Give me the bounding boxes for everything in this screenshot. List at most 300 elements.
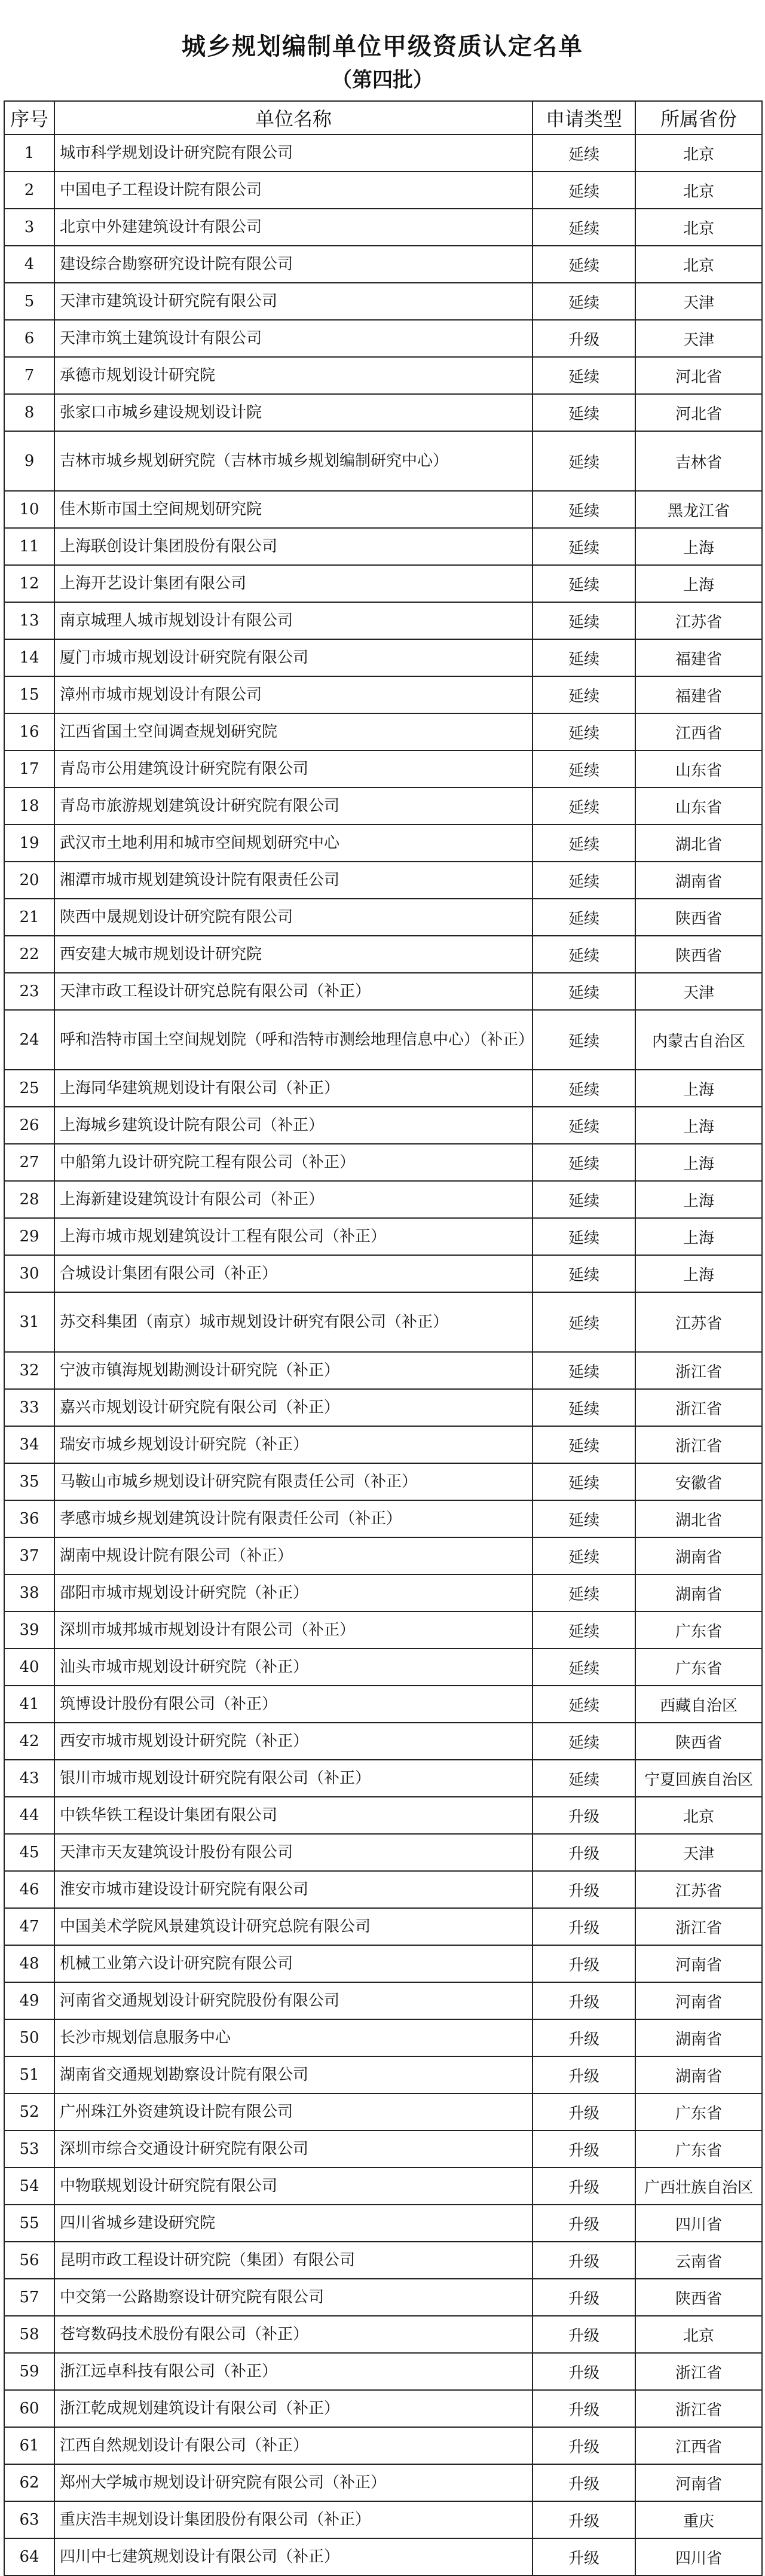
cell-province: 湖北省	[635, 825, 762, 862]
cell-serial-number: 35	[4, 1463, 54, 1500]
cell-application-type: 升级	[533, 1834, 635, 1871]
cell-unit-name: 中国美术学院风景建筑设计研究总院有限公司	[54, 1908, 533, 1945]
cell-province: 陕西省	[635, 936, 762, 973]
cell-unit-name: 浙江乾成规划建筑设计有限公司（补正）	[54, 2390, 533, 2427]
cell-unit-name: 张家口市城乡建设规划设计院	[54, 394, 533, 431]
cell-province: 上海	[635, 528, 762, 565]
table-row	[4, 1218, 762, 1255]
cell-serial-number: 41	[4, 1686, 54, 1723]
cell-unit-name: 上海开艺设计集团有限公司	[54, 565, 533, 602]
cell-serial-number: 29	[4, 1218, 54, 1255]
cell-province: 湖南省	[635, 1537, 762, 1574]
cell-application-type: 延续	[533, 1649, 635, 1686]
table-row	[4, 565, 762, 602]
cell-province: 北京	[635, 246, 762, 283]
cell-serial-number: 56	[4, 2242, 54, 2279]
cell-province: 浙江省	[635, 1908, 762, 1945]
table-row	[4, 1144, 762, 1181]
cell-unit-name: 中船第九设计研究院工程有限公司（补正）	[54, 1144, 533, 1181]
cell-application-type: 延续	[533, 528, 635, 565]
cell-application-type: 升级	[533, 2390, 635, 2427]
cell-province: 江苏省	[635, 602, 762, 639]
cell-province: 湖南省	[635, 1574, 762, 1611]
table-row	[4, 1181, 762, 1218]
table-row	[4, 1255, 762, 1292]
cell-serial-number: 43	[4, 1760, 54, 1797]
cell-serial-number: 38	[4, 1574, 54, 1611]
table-row	[4, 1292, 762, 1352]
table-row	[4, 2538, 762, 2575]
cell-application-type: 延续	[533, 936, 635, 973]
cell-province: 安徽省	[635, 1463, 762, 1500]
cell-application-type: 延续	[533, 1611, 635, 1649]
cell-serial-number: 3	[4, 209, 54, 246]
cell-province: 广东省	[635, 1649, 762, 1686]
cell-unit-name: 天津市建筑设计研究院有限公司	[54, 283, 533, 320]
cell-application-type: 升级	[533, 2205, 635, 2242]
cell-serial-number: 54	[4, 2168, 54, 2205]
cell-serial-number: 17	[4, 750, 54, 788]
cell-application-type: 升级	[533, 2427, 635, 2464]
cell-serial-number: 48	[4, 1945, 54, 1982]
cell-province: 重庆	[635, 2501, 762, 2538]
cell-application-type: 延续	[533, 1426, 635, 1463]
table-row	[4, 1500, 762, 1537]
cell-unit-name: 嘉兴市规划设计研究院有限公司（补正）	[54, 1389, 533, 1426]
cell-application-type: 延续	[533, 825, 635, 862]
cell-serial-number: 21	[4, 899, 54, 936]
cell-application-type: 延续	[533, 1181, 635, 1218]
cell-serial-number: 10	[4, 491, 54, 528]
cell-unit-name: 江西自然规划设计有限公司（补正）	[54, 2427, 533, 2464]
cell-unit-name: 广州珠江外资建筑设计院有限公司	[54, 2093, 533, 2131]
cell-application-type: 升级	[533, 2019, 635, 2056]
cell-unit-name: 瑞安市城乡规划设计研究院（补正）	[54, 1426, 533, 1463]
cell-application-type: 升级	[533, 2353, 635, 2390]
cell-serial-number: 58	[4, 2316, 54, 2353]
cell-unit-name: 西安市城市规划设计研究院（补正）	[54, 1723, 533, 1760]
table-row	[4, 1611, 762, 1649]
cell-application-type: 延续	[533, 246, 635, 283]
cell-unit-name: 苍穹数码技术股份有限公司（补正）	[54, 2316, 533, 2353]
cell-application-type: 延续	[533, 209, 635, 246]
cell-application-type: 延续	[533, 862, 635, 899]
cell-application-type: 延续	[533, 1010, 635, 1070]
cell-serial-number: 14	[4, 639, 54, 676]
cell-application-type: 延续	[533, 491, 635, 528]
cell-province: 广东省	[635, 2131, 762, 2168]
cell-province: 河南省	[635, 2464, 762, 2501]
cell-province: 陕西省	[635, 1723, 762, 1760]
cell-unit-name: 青岛市旅游规划建筑设计研究院有限公司	[54, 788, 533, 825]
cell-application-type: 延续	[533, 1292, 635, 1352]
cell-application-type: 延续	[533, 899, 635, 936]
cell-unit-name: 漳州市城市规划设计有限公司	[54, 676, 533, 713]
table-row	[4, 1010, 762, 1070]
table-row	[4, 2279, 762, 2316]
cell-serial-number: 25	[4, 1070, 54, 1107]
table-row	[4, 357, 762, 394]
cell-serial-number: 11	[4, 528, 54, 565]
cell-province: 北京	[635, 135, 762, 172]
cell-serial-number: 60	[4, 2390, 54, 2427]
table-row	[4, 1945, 762, 1982]
cell-application-type: 升级	[533, 2279, 635, 2316]
table-row	[4, 1389, 762, 1426]
table-row	[4, 394, 762, 431]
header-serial-number: 序号	[4, 101, 54, 135]
cell-application-type: 延续	[533, 565, 635, 602]
table-row	[4, 2427, 762, 2464]
table-row	[4, 750, 762, 788]
cell-application-type: 延续	[533, 1255, 635, 1292]
cell-unit-name: 上海城乡建筑设计院有限公司（补正）	[54, 1107, 533, 1144]
cell-application-type: 延续	[533, 1389, 635, 1426]
cell-serial-number: 64	[4, 2538, 54, 2575]
cell-application-type: 升级	[533, 1945, 635, 1982]
table-body	[4, 135, 762, 2575]
table-row	[4, 1107, 762, 1144]
cell-unit-name: 武汉市土地利用和城市空间规划研究中心	[54, 825, 533, 862]
cell-serial-number: 8	[4, 394, 54, 431]
table-row	[4, 899, 762, 936]
cell-unit-name: 深圳市城邦城市规划设计有限公司（补正）	[54, 1611, 533, 1649]
cell-unit-name: 重庆浩丰规划设计集团股份有限公司（补正）	[54, 2501, 533, 2538]
cell-province: 江苏省	[635, 1871, 762, 1908]
cell-province: 江苏省	[635, 1292, 762, 1352]
cell-serial-number: 31	[4, 1292, 54, 1352]
cell-unit-name: 四川省城乡建设研究院	[54, 2205, 533, 2242]
cell-province: 江西省	[635, 713, 762, 750]
table-row	[4, 713, 762, 750]
cell-serial-number: 5	[4, 283, 54, 320]
cell-province: 山东省	[635, 788, 762, 825]
cell-serial-number: 6	[4, 320, 54, 357]
cell-serial-number: 15	[4, 676, 54, 713]
cell-province: 河北省	[635, 394, 762, 431]
table-row	[4, 1426, 762, 1463]
cell-serial-number: 9	[4, 431, 54, 491]
cell-unit-name: 银川市城市规划设计研究院有限公司（补正）	[54, 1760, 533, 1797]
cell-serial-number: 57	[4, 2279, 54, 2316]
cell-unit-name: 天津市天友建筑设计股份有限公司	[54, 1834, 533, 1871]
table-row	[4, 1797, 762, 1834]
cell-province: 北京	[635, 2316, 762, 2353]
cell-serial-number: 19	[4, 825, 54, 862]
document-title: 城乡规划编制单位甲级资质认定名单	[182, 32, 583, 60]
cell-province: 湖南省	[635, 862, 762, 899]
cell-unit-name: 四川中七建筑规划设计有限公司（补正）	[54, 2538, 533, 2575]
table-row	[4, 431, 762, 491]
table-row	[4, 2390, 762, 2427]
table-row	[4, 2019, 762, 2056]
cell-unit-name: 孝感市城乡规划建筑设计院有限责任公司（补正）	[54, 1500, 533, 1537]
cell-unit-name: 深圳市综合交通设计研究院有限公司	[54, 2131, 533, 2168]
cell-serial-number: 42	[4, 1723, 54, 1760]
cell-serial-number: 13	[4, 602, 54, 639]
cell-serial-number: 18	[4, 788, 54, 825]
cell-application-type: 延续	[533, 676, 635, 713]
table-row	[4, 973, 762, 1010]
table-row	[4, 172, 762, 209]
cell-province: 河北省	[635, 357, 762, 394]
table-row	[4, 1574, 762, 1611]
cell-province: 湖南省	[635, 2056, 762, 2093]
cell-province: 福建省	[635, 639, 762, 676]
table-row	[4, 246, 762, 283]
cell-province: 四川省	[635, 2205, 762, 2242]
cell-serial-number: 46	[4, 1871, 54, 1908]
cell-unit-name: 西安建大城市规划设计研究院	[54, 936, 533, 973]
table-row	[4, 2131, 762, 2168]
cell-unit-name: 昆明市政工程设计研究院（集团）有限公司	[54, 2242, 533, 2279]
cell-application-type: 延续	[533, 973, 635, 1010]
table-row	[4, 135, 762, 172]
table-row	[4, 1686, 762, 1723]
cell-serial-number: 59	[4, 2353, 54, 2390]
cell-province: 浙江省	[635, 1426, 762, 1463]
cell-serial-number: 12	[4, 565, 54, 602]
table-row	[4, 1834, 762, 1871]
cell-province: 上海	[635, 1255, 762, 1292]
cell-unit-name: 长沙市规划信息服务中心	[54, 2019, 533, 2056]
cell-province: 福建省	[635, 676, 762, 713]
table-row	[4, 1760, 762, 1797]
cell-application-type: 延续	[533, 1070, 635, 1107]
cell-province: 天津	[635, 973, 762, 1010]
cell-serial-number: 33	[4, 1389, 54, 1426]
cell-province: 黑龙江省	[635, 491, 762, 528]
cell-province: 浙江省	[635, 1352, 762, 1389]
cell-unit-name: 湘潭市城市规划建筑设计院有限责任公司	[54, 862, 533, 899]
cell-application-type: 升级	[533, 2131, 635, 2168]
cell-serial-number: 28	[4, 1181, 54, 1218]
cell-unit-name: 上海市城市规划建筑设计工程有限公司（补正）	[54, 1218, 533, 1255]
cell-application-type: 延续	[533, 135, 635, 172]
cell-province: 陕西省	[635, 2279, 762, 2316]
cell-application-type: 延续	[533, 431, 635, 491]
cell-unit-name: 承德市规划设计研究院	[54, 357, 533, 394]
cell-unit-name: 筑博设计股份有限公司（补正）	[54, 1686, 533, 1723]
cell-unit-name: 上海同华建筑规划设计有限公司（补正）	[54, 1070, 533, 1107]
cell-unit-name: 青岛市公用建筑设计研究院有限公司	[54, 750, 533, 788]
cell-application-type: 升级	[533, 2464, 635, 2501]
table-row	[4, 788, 762, 825]
cell-application-type: 升级	[533, 2093, 635, 2131]
cell-unit-name: 上海新建设建筑设计有限公司（补正）	[54, 1181, 533, 1218]
cell-unit-name: 河南省交通规划设计研究院股份有限公司	[54, 1982, 533, 2019]
cell-serial-number: 39	[4, 1611, 54, 1649]
table-row	[4, 639, 762, 676]
table-row	[4, 602, 762, 639]
cell-application-type: 延续	[533, 1500, 635, 1537]
cell-unit-name: 陕西中晟规划设计研究院有限公司	[54, 899, 533, 936]
cell-application-type: 延续	[533, 1463, 635, 1500]
cell-province: 河南省	[635, 1982, 762, 2019]
qualification-table	[4, 100, 763, 2576]
cell-unit-name: 中国电子工程设计院有限公司	[54, 172, 533, 209]
cell-serial-number: 47	[4, 1908, 54, 1945]
cell-province: 河南省	[635, 1945, 762, 1982]
cell-unit-name: 宁波市镇海规划勘测设计研究院（补正）	[54, 1352, 533, 1389]
table-row	[4, 1871, 762, 1908]
cell-application-type: 延续	[533, 639, 635, 676]
cell-unit-name: 天津市政工程设计研究总院有限公司（补正）	[54, 973, 533, 1010]
table-row	[4, 2242, 762, 2279]
cell-application-type: 延续	[533, 1760, 635, 1797]
table-row	[4, 209, 762, 246]
table-row	[4, 320, 762, 357]
cell-unit-name: 汕头市城市规划设计研究院（补正）	[54, 1649, 533, 1686]
table-row	[4, 1649, 762, 1686]
cell-province: 北京	[635, 172, 762, 209]
cell-province: 内蒙古自治区	[635, 1010, 762, 1070]
table-row	[4, 1537, 762, 1574]
cell-serial-number: 4	[4, 246, 54, 283]
cell-serial-number: 24	[4, 1010, 54, 1070]
header-province: 所属省份	[635, 101, 762, 135]
cell-unit-name: 城市科学规划设计研究院有限公司	[54, 135, 533, 172]
cell-application-type: 延续	[533, 283, 635, 320]
cell-province: 广西壮族自治区	[635, 2168, 762, 2205]
cell-serial-number: 1	[4, 135, 54, 172]
table-row	[4, 2464, 762, 2501]
document-subtitle: （第四批）	[332, 68, 433, 92]
cell-unit-name: 建设综合勘察研究设计院有限公司	[54, 246, 533, 283]
cell-serial-number: 36	[4, 1500, 54, 1537]
cell-application-type: 升级	[533, 1871, 635, 1908]
cell-application-type: 延续	[533, 1218, 635, 1255]
cell-province: 广东省	[635, 1611, 762, 1649]
cell-province: 上海	[635, 1181, 762, 1218]
table-row	[4, 2093, 762, 2131]
cell-application-type: 延续	[533, 750, 635, 788]
cell-application-type: 延续	[533, 713, 635, 750]
table-row	[4, 862, 762, 899]
cell-application-type: 升级	[533, 1982, 635, 2019]
cell-application-type: 延续	[533, 1537, 635, 1574]
cell-unit-name: 湖南省交通规划勘察设计院有限公司	[54, 2056, 533, 2093]
cell-province: 上海	[635, 1070, 762, 1107]
cell-province: 天津	[635, 283, 762, 320]
cell-province: 上海	[635, 565, 762, 602]
cell-serial-number: 53	[4, 2131, 54, 2168]
cell-province: 湖北省	[635, 1500, 762, 1537]
cell-serial-number: 50	[4, 2019, 54, 2056]
cell-application-type: 升级	[533, 2056, 635, 2093]
cell-unit-name: 厦门市城市规划设计研究院有限公司	[54, 639, 533, 676]
cell-serial-number: 44	[4, 1797, 54, 1834]
cell-unit-name: 邵阳市城市规划设计研究院（补正）	[54, 1574, 533, 1611]
cell-unit-name: 天津市筑土建筑设计有限公司	[54, 320, 533, 357]
cell-serial-number: 26	[4, 1107, 54, 1144]
cell-unit-name: 中铁华铁工程设计集团有限公司	[54, 1797, 533, 1834]
cell-province: 浙江省	[635, 1389, 762, 1426]
cell-serial-number: 27	[4, 1144, 54, 1181]
table-row	[4, 283, 762, 320]
cell-application-type: 延续	[533, 1574, 635, 1611]
cell-province: 浙江省	[635, 2353, 762, 2390]
cell-province: 浙江省	[635, 2390, 762, 2427]
cell-province: 上海	[635, 1107, 762, 1144]
cell-province: 陕西省	[635, 899, 762, 936]
cell-province: 天津	[635, 320, 762, 357]
cell-serial-number: 22	[4, 936, 54, 973]
table-row	[4, 1352, 762, 1389]
cell-province: 山东省	[635, 750, 762, 788]
cell-province: 宁夏回族自治区	[635, 1760, 762, 1797]
header-unit-name: 单位名称	[54, 101, 533, 135]
cell-application-type: 延续	[533, 1144, 635, 1181]
table-row	[4, 1908, 762, 1945]
cell-serial-number: 20	[4, 862, 54, 899]
cell-application-type: 延续	[533, 394, 635, 431]
cell-application-type: 延续	[533, 788, 635, 825]
cell-unit-name: 淮安市城市建设设计研究院有限公司	[54, 1871, 533, 1908]
cell-unit-name: 中物联规划设计研究院有限公司	[54, 2168, 533, 2205]
cell-unit-name: 湖南中规设计院有限公司（补正）	[54, 1537, 533, 1574]
cell-serial-number: 37	[4, 1537, 54, 1574]
cell-serial-number: 2	[4, 172, 54, 209]
cell-serial-number: 51	[4, 2056, 54, 2093]
cell-province: 北京	[635, 209, 762, 246]
table-row	[4, 2205, 762, 2242]
cell-province: 上海	[635, 1144, 762, 1181]
cell-serial-number: 52	[4, 2093, 54, 2131]
cell-application-type: 升级	[533, 2242, 635, 2279]
cell-serial-number: 55	[4, 2205, 54, 2242]
table-row	[4, 491, 762, 528]
cell-application-type: 升级	[533, 2168, 635, 2205]
cell-unit-name: 郑州大学城市规划设计研究院有限公司（补正）	[54, 2464, 533, 2501]
cell-province: 北京	[635, 1797, 762, 1834]
table-row	[4, 1982, 762, 2019]
table-row	[4, 825, 762, 862]
cell-unit-name: 呼和浩特市国土空间规划院（呼和浩特市测绘地理信息中心）（补正）	[54, 1010, 533, 1070]
cell-application-type: 延续	[533, 1723, 635, 1760]
cell-serial-number: 32	[4, 1352, 54, 1389]
table-row	[4, 2501, 762, 2538]
table-row	[4, 2168, 762, 2205]
cell-province: 天津	[635, 1834, 762, 1871]
cell-unit-name: 北京中外建建筑设计有限公司	[54, 209, 533, 246]
cell-application-type: 延续	[533, 1352, 635, 1389]
cell-application-type: 延续	[533, 1686, 635, 1723]
cell-province: 四川省	[635, 2538, 762, 2575]
cell-serial-number: 49	[4, 1982, 54, 2019]
cell-unit-name: 江西省国土空间调查规划研究院	[54, 713, 533, 750]
cell-application-type: 延续	[533, 357, 635, 394]
table-row	[4, 676, 762, 713]
cell-unit-name: 佳木斯市国土空间规划研究院	[54, 491, 533, 528]
cell-serial-number: 23	[4, 973, 54, 1010]
table-row	[4, 2353, 762, 2390]
cell-serial-number: 34	[4, 1426, 54, 1463]
table-row	[4, 1463, 762, 1500]
cell-serial-number: 7	[4, 357, 54, 394]
table-row	[4, 1070, 762, 1107]
table-row	[4, 528, 762, 565]
cell-application-type: 升级	[533, 2501, 635, 2538]
cell-province: 广东省	[635, 2093, 762, 2131]
cell-serial-number: 30	[4, 1255, 54, 1292]
table-header-row	[4, 101, 762, 135]
cell-province: 江西省	[635, 2427, 762, 2464]
cell-unit-name: 合城设计集团有限公司（补正）	[54, 1255, 533, 1292]
cell-province: 云南省	[635, 2242, 762, 2279]
header-application-type: 申请类型	[533, 101, 635, 135]
cell-serial-number: 61	[4, 2427, 54, 2464]
